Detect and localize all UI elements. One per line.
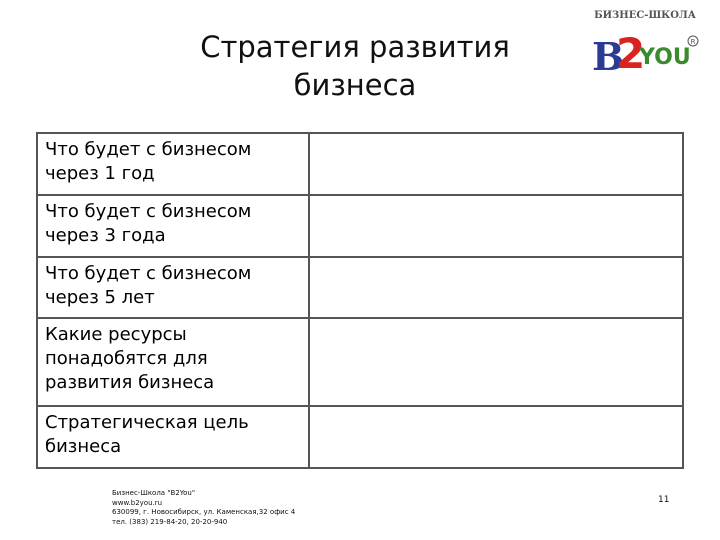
- answer-cell[interactable]: [309, 318, 683, 406]
- registered-mark-letter: R: [690, 38, 696, 46]
- question-line: Что будет с бизнесом: [45, 262, 252, 284]
- question-line: бизнеса: [45, 435, 122, 457]
- question-line: Что будет с бизнесом: [45, 139, 252, 160]
- question-cell: [37, 195, 309, 256]
- answer-cell[interactable]: [309, 195, 683, 256]
- footer-address: 630099, г. Новосибирск, ул. Каменская,32 офис 4: [112, 508, 296, 516]
- question-line: через 3 года: [45, 225, 166, 247]
- question-line: развития бизнеса: [45, 372, 215, 394]
- footer-phone: тел. (383) 219-84-20, 20-20-940: [112, 517, 228, 526]
- answer-cell[interactable]: [309, 257, 683, 318]
- logo-digit-2: 2: [616, 29, 646, 76]
- logo-word-you: YOU: [639, 45, 691, 70]
- logo-letter-b: B: [592, 34, 625, 76]
- b2you-logo: [576, 6, 700, 76]
- question-cell: [37, 318, 309, 406]
- question-cell: [37, 257, 309, 318]
- footer-website: www.b2you.ru: [112, 498, 163, 507]
- page-title-line-1: Стратегия развития: [200, 30, 510, 64]
- question-line: Какие ресурсы: [45, 324, 187, 346]
- question-line: через 5 лет: [45, 286, 155, 308]
- logo-caption: БИЗНЕС-ШКОЛА: [594, 10, 696, 21]
- table-row: [37, 257, 683, 318]
- footer-contacts: [112, 489, 372, 527]
- answer-cell[interactable]: [309, 406, 683, 468]
- table-row: [37, 318, 683, 406]
- strategy-table: [36, 132, 684, 469]
- question-line: через 1 год: [45, 163, 155, 184]
- page-number: 11: [658, 495, 670, 505]
- table-row: [37, 133, 683, 195]
- question-cell: [37, 406, 309, 468]
- logo-mark: [576, 24, 700, 76]
- question-line: Стратегическая цель: [45, 411, 249, 433]
- footer-school-name: Бизнес-Школа "B2You": [112, 489, 196, 497]
- answer-cell[interactable]: [309, 133, 683, 195]
- question-cell: [37, 133, 309, 195]
- table-row: [37, 195, 683, 256]
- question-line: Что будет с бизнесом: [45, 201, 252, 223]
- page-title-line-2: бизнеса: [293, 68, 417, 102]
- question-line: понадобятся для: [45, 348, 208, 370]
- page-title: [150, 28, 560, 104]
- table-row: [37, 406, 683, 468]
